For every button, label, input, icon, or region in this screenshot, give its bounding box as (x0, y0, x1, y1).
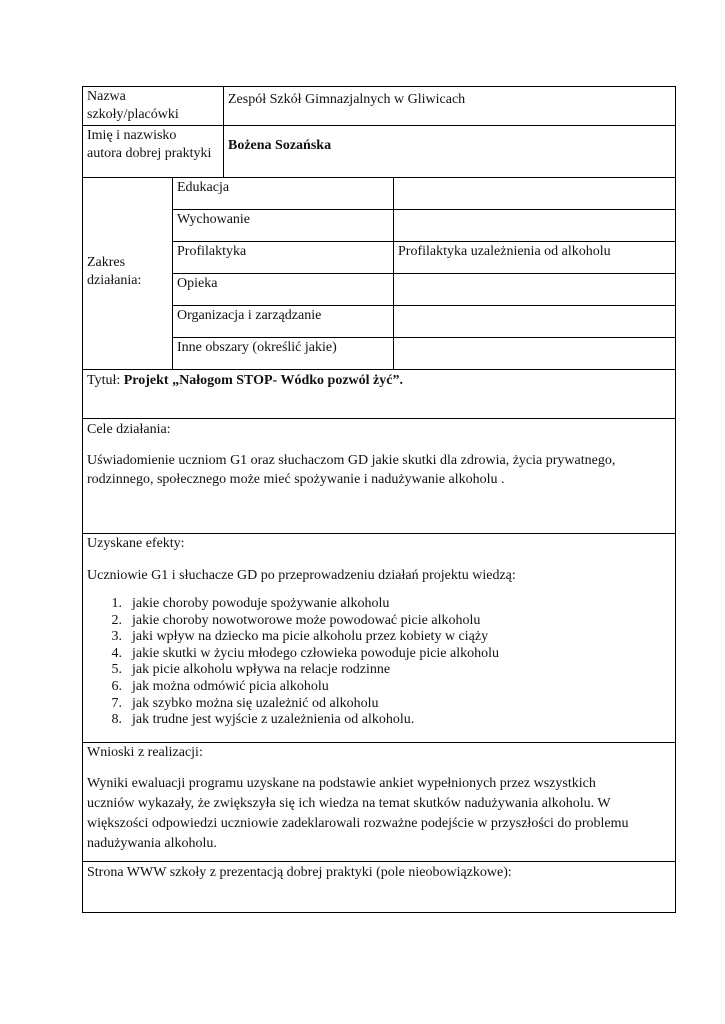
scope-item-label: Wychowanie (177, 212, 251, 227)
author-value: Bożena Sozańska (228, 138, 332, 153)
document-page: Nazwa szkoły/placówki Zespół Szkół Gimnazjalnych w Gliwicach Imię i nazwisko autora dobrej praktyki Bożena Sozańska Zakres działania: Edukacja Wychowanie Profilaktyka Profilaktyka uzależnienia od alkoholu Opieka Organizacja i zarządzanie Inne obszary (określić jakie) Tytuł: Projekt „Nałogom STOP- Wódko pozwól żyć”. Cele działania: Uświadomienie uczniom G1 oraz słuchaczom GD jakie skutki dla zdrowia, życia prywatnego, rodzinnego, społecznego może mieć spożywanie i nadużywanie alkoholu . Uzyskane efekty: Uczniowie G1 i słuchacze GD po przeprowadzeniu działań projektu wiedzą: 1. jakie choroby powoduje spożywanie alkoholu 2. jakie choroby nowotworowe może powodować picie alkoholu 3. jaki wpływ na dziecko ma picie alkoholu przez kobiety w ciąży 4. jakie skutki w życiu młodego człowieka powoduje picie alkoholu 5. jak picie alkoholu wpływa na relacje rodzinne 6. jak można odmówić picia alkoholu 7. jak szybko można się uzależnić od alkoholu 8. jak trudne jest wyjście z uzależnienia od alkoholu. Wnioski z realizacji: Wyniki ewaluacji programu uzyskane na podstawie ankiet wypełnionych przez wszystkich uczniów wykazały, że zwiększyła się ich wiedza na temat skutków nadużywania alkoholu. W większości odpowiedzi uczniowie zadeklarowali rozważne podejście w przyszłości do problemu nadużywania alkoholu. Strona WWW szkoły z prezentacją dobrej praktyki (pole nieobowiązkowe): (0, 0, 725, 1024)
scope-label: Zakres działania: (87, 255, 142, 288)
website-label: Strona WWW szkoły z prezentacją dobrej praktyki (pole nieobowiązkowe): (87, 865, 512, 880)
conclusions-label: Wnioski z realizacji: (87, 745, 203, 760)
scope-item-value: Profilaktyka uzależnienia od alkoholu (398, 244, 611, 259)
scope-item-label: Opieka (177, 276, 218, 291)
scope-item-label: Edukacja (177, 180, 230, 195)
conclusions-text-line: uczniów wykazały, że zwiększyła się ich wiedza na temat skutków nadużywania alkoholu. W (87, 796, 611, 811)
goals-label: Cele działania: (87, 422, 171, 437)
scope-item-label: Organizacja i zarządzanie (177, 308, 322, 323)
scope-item-label: Profilaktyka (177, 244, 247, 259)
title-row (87, 372, 403, 390)
effects-intro: Uczniowie G1 i słuchacze GD po przeprowadzeniu działań projektu wiedzą: (87, 568, 516, 583)
school-name-value: Zespół Szkół Gimnazjalnych w Gliwicach (228, 92, 466, 107)
conclusions-text-line: Wyniki ewaluacji programu uzyskane na podstawie ankiet wypełnionych przez wszystkich (87, 776, 596, 791)
scope-item-label: Inne obszary (określić jakie) (177, 340, 337, 355)
goals-text-line: Uświadomienie uczniom G1 oraz słuchaczom GD jakie skutki dla zdrowia, życia prywatnego, (87, 453, 616, 468)
goals-text-line: rodzinnego, społecznego może mieć spożywanie i nadużywanie alkoholu . (87, 472, 505, 487)
effects-label: Uzyskane efekty: (87, 536, 185, 551)
title-value: Projekt „Nałogom STOP- Wódko pozwól żyć”. (123, 373, 403, 388)
conclusions-text-line: większości odpowiedzi uczniowie zadeklarowali rozważne podejście w przyszłości do problemu (87, 816, 629, 831)
school-name-label: Nazwa szkoły/placówki (87, 89, 179, 122)
title-label: Tytuł: (87, 373, 121, 388)
conclusions-text-line: nadużywania alkoholu. (87, 836, 217, 851)
author-label: Imię i nazwisko autora dobrej praktyki (87, 128, 212, 161)
